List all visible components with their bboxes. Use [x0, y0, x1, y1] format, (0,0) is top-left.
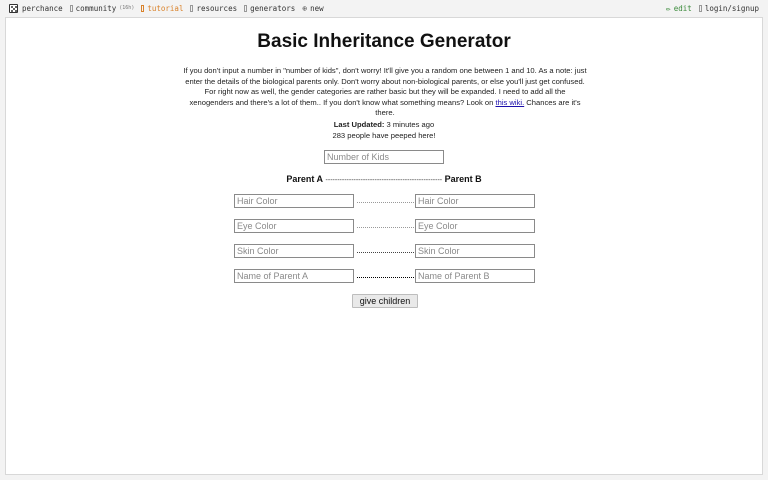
- nav-tutorial[interactable]: [141, 4, 183, 13]
- peep-counter: 283 people have peeped here!: [332, 131, 436, 140]
- parent-a-eye-color-input[interactable]: [234, 219, 354, 233]
- number-of-kids-input[interactable]: [324, 150, 444, 164]
- parent-b-eye-color-input[interactable]: [415, 219, 535, 233]
- community-badge: (16h): [119, 5, 135, 11]
- community-icon: [70, 5, 73, 12]
- nav-generators[interactable]: [244, 4, 295, 13]
- nav-login-label: login/signup: [704, 3, 759, 13]
- nav-tutorial-label: tutorial: [147, 3, 184, 13]
- intro-tail: Chances are it's there.: [375, 97, 581, 118]
- parent-a-label: Parent A: [286, 174, 324, 184]
- row-separator: [357, 277, 414, 278]
- parent-b-hair-color-input[interactable]: [415, 194, 535, 208]
- login-icon: [699, 5, 702, 12]
- nav-community[interactable]: [70, 4, 135, 13]
- tutorial-icon: [141, 5, 144, 12]
- parent-header: [6, 174, 762, 184]
- parent-b-label: Parent B: [444, 174, 482, 184]
- pencil-icon: ✏: [665, 3, 671, 13]
- page-title: Basic Inheritance Generator: [257, 31, 511, 52]
- parent-a-name-input[interactable]: [234, 269, 354, 283]
- nav-perchance[interactable]: [9, 4, 63, 13]
- parent-b-name-input[interactable]: [415, 269, 535, 283]
- intro-paragraph: [182, 66, 588, 119]
- nav-community-label: community: [75, 3, 117, 13]
- parent-header-dashes: --------------------------------------------------: [325, 177, 443, 184]
- last-updated-value: 3 minutes ago: [384, 120, 435, 129]
- row-separator: [357, 252, 414, 253]
- intro-text: If you don't input a number in "number of kids", don't worry! It'll give you a random one between 1 and 10. As a note: just enter the details of the biological parents only. Don't worry about non-biological parents, or else you'll just get confused. For right now as well, the gender categories are rather basic but they will be expanded. I need to add all the xenogenders and there's a lot of them.. If you don't know what something means? Look on: [183, 66, 587, 107]
- wiki-link[interactable]: this wiki.: [495, 97, 525, 107]
- give-children-button[interactable]: give children: [352, 294, 418, 308]
- parent-a-hair-color-input[interactable]: [234, 194, 354, 208]
- parent-a-skin-color-input[interactable]: [234, 244, 354, 258]
- resources-icon: [190, 5, 193, 12]
- last-updated-label: Last Updated:: [333, 120, 385, 129]
- row-separator: [357, 202, 414, 203]
- nav-generators-label: generators: [250, 3, 296, 13]
- plus-circle-icon: ⊕: [302, 3, 308, 13]
- generator-output-frame: [5, 17, 763, 475]
- nav-perchance-label: perchance: [22, 3, 63, 13]
- generators-icon: [244, 5, 247, 12]
- nav-resources-label: resources: [196, 3, 238, 13]
- nav-login[interactable]: [699, 4, 759, 13]
- nav-new-label: new: [310, 3, 324, 13]
- nav-edit[interactable]: [666, 4, 692, 13]
- nav-edit-label: edit: [673, 3, 692, 13]
- parent-b-skin-color-input[interactable]: [415, 244, 535, 258]
- nav-right: [666, 4, 768, 13]
- last-updated: [6, 120, 762, 129]
- dice-icon: [9, 4, 18, 13]
- nav-resources[interactable]: [190, 4, 237, 13]
- nav-left: [0, 4, 331, 13]
- nav-new[interactable]: [302, 4, 323, 13]
- top-nav-bar: [0, 0, 768, 16]
- row-separator: [357, 227, 414, 228]
